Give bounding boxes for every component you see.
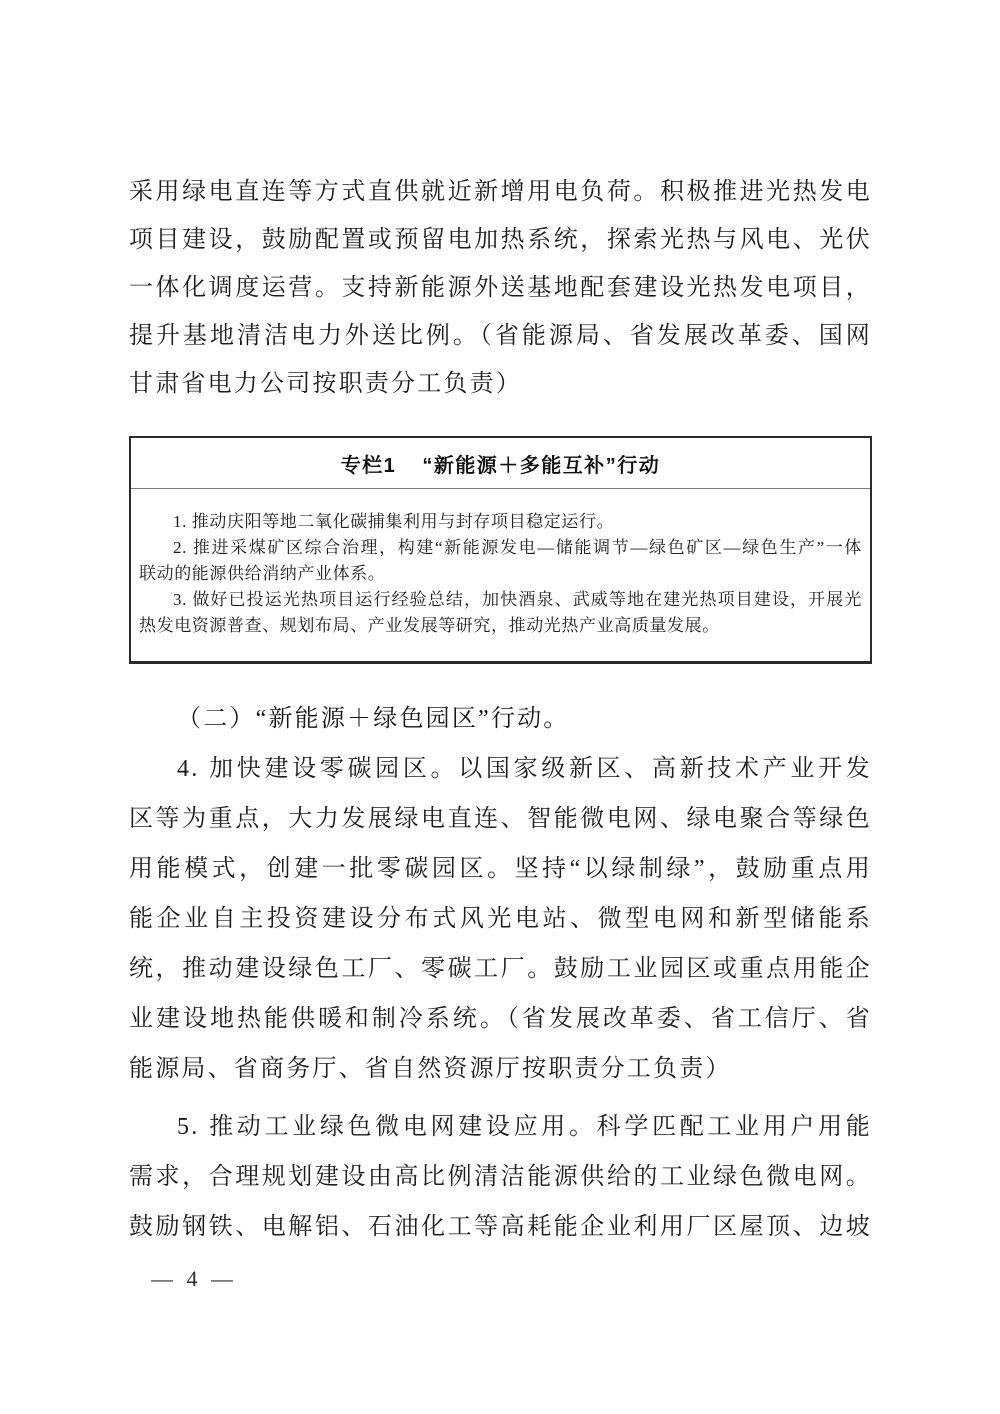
text-line: 4. 加快建设零碳园区。以国家级新区、高新技术产业开发	[177, 756, 872, 782]
box-item-line: 2. 推进采煤矿区综合治理，构建“新能源发电—储能调节—绿色矿区—绿色生产”一体	[173, 538, 862, 557]
box-item-line: 热发电资源普查、规划布局、产业发展等研究，推动光热产业高质量发展。	[139, 616, 720, 635]
box-title-text: “新能源＋多能互补”行动	[422, 454, 661, 477]
box-item-line: 3. 做好已投运光热项目运行经验总结，加快酒泉、武威等地在建光热项目建设，开展光	[173, 590, 862, 609]
text-line: 鼓励钢铁、电解铝、石油化工等高耗能企业利用厂区屋顶、边坡	[129, 1214, 872, 1240]
box-item-line: 1. 推动庆阳等地二氧化碳捕集利用与封存项目稳定运行。	[173, 512, 615, 531]
box-item-line: 联动的能源供给消纳产业体系。	[139, 564, 386, 583]
paragraph-5	[129, 1102, 872, 1252]
text-line: 能源局、省商务厅、省自然资源厅按职责分工负责）	[129, 1056, 732, 1082]
text-line: 项目建设，鼓励配置或预留电加热系统，探索光热与风电、光伏	[129, 227, 872, 253]
text-line: 统，推动建设绿色工厂、零碳工厂。鼓励工业园区或重点用能企	[129, 956, 872, 982]
section-heading: （二）“新能源＋绿色园区”行动。	[177, 706, 570, 732]
text-line: 区等为重点，大力发展绿电直连、智能微电网、绿电聚合等绿色	[129, 806, 872, 832]
paragraph-4	[129, 744, 872, 1094]
box-title-label: 专栏1	[340, 454, 397, 477]
text-line: 能企业自主投资建设分布式风光电站、微型电网和新型储能系	[129, 906, 872, 932]
text-line: 一体化调度运营。支持新能源外送基地配套建设光热发电项目，	[129, 275, 872, 301]
paragraph-continued	[129, 168, 872, 408]
special-column-box	[129, 436, 872, 664]
text-line: 用能模式，创建一批零碳园区。坚持“以绿制绿”，鼓励重点用	[129, 856, 872, 882]
text-line: 业建设地热能供暖和制冷系统。（省发展改革委、省工信厅、省	[129, 1006, 872, 1032]
text-line: 采用绿电直连等方式直供就近新增用电负荷。积极推进光热发电	[129, 179, 872, 205]
text-line: 提升基地清洁电力外送比例。（省能源局、省发展改革委、国网	[129, 323, 872, 349]
page-number: — 4 —	[151, 1266, 237, 1291]
box-title	[131, 438, 870, 489]
text-line: 5. 推动工业绿色微电网建设应用。科学匹配工业用户用能	[177, 1114, 872, 1140]
text-column	[129, 0, 872, 1292]
text-line: 需求，合理规划建设由高比例清洁能源供给的工业绿色微电网。	[129, 1164, 872, 1190]
box-body	[131, 489, 870, 661]
text-line: 甘肃省电力公司按职责分工负责）	[129, 371, 522, 397]
